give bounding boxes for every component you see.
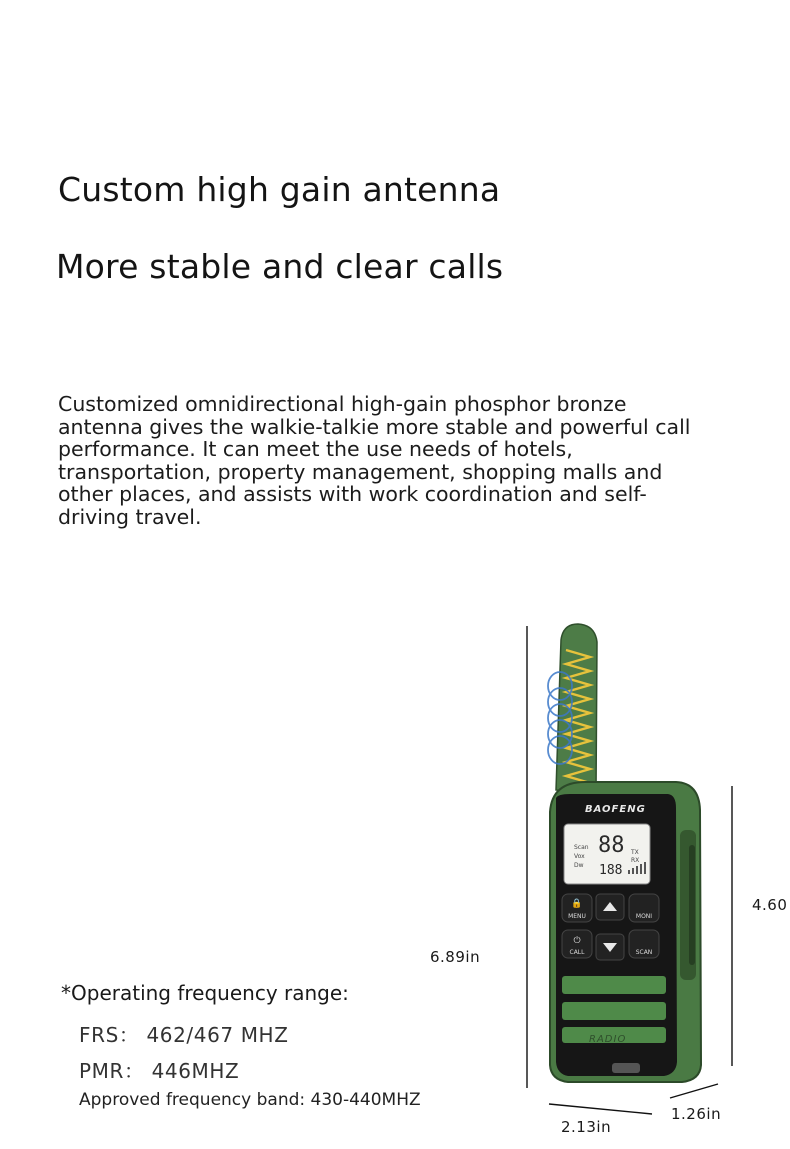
- lcd-tx: TX: [631, 849, 639, 856]
- lanyard-slot: [612, 1063, 640, 1073]
- width-label: 2.13in: [561, 1118, 612, 1136]
- brand-logo: BAOFENG: [585, 804, 646, 815]
- radio-label: RADIO: [589, 1034, 627, 1045]
- menu-label: MENU: [568, 913, 586, 920]
- headline-line-1: Custom high gain antenna: [58, 170, 501, 209]
- lcd-rx: RX: [631, 857, 640, 864]
- total-height-label: 6.89in: [430, 948, 481, 966]
- frequency-range-title: *Operating frequency range:: [61, 981, 349, 1005]
- headline-line-2: More stable and clear calls: [56, 247, 504, 286]
- lcd-vox: Vox: [574, 853, 585, 860]
- speaker-grille: [562, 976, 666, 1043]
- lcd-channel: 88: [598, 833, 625, 858]
- radio-body: [550, 782, 701, 1082]
- width-line: [549, 1104, 652, 1114]
- antenna: [556, 624, 597, 804]
- pmr-frequency: PMR： 446MHZ: [79, 1059, 240, 1083]
- depth-line: [670, 1084, 718, 1098]
- moni-label: MONI: [635, 913, 653, 920]
- lcd-scan: Scan: [574, 844, 589, 851]
- power-icon: ⏻: [573, 936, 581, 946]
- scan-label: SCAN: [635, 949, 653, 956]
- lock-icon: 🔒: [571, 899, 583, 909]
- frs-frequency: FRS： 462/467 MHZ: [79, 1023, 289, 1047]
- depth-label: 1.26in: [671, 1105, 722, 1123]
- lcd-display: [564, 824, 650, 884]
- approved-frequency-band: Approved frequency band: 430-440MHZ: [79, 1090, 421, 1110]
- lcd-dw: Dw: [574, 862, 584, 869]
- description-paragraph: Customized omnidirectional high-gain phosphor bronze antenna gives the walkie-talkie more stable and powerful call performance. It can meet the use needs of hotels, transportation, property management, shopping malls and other places, and assists with work coordination and self-driving travel.: [58, 392, 691, 529]
- body-height-label: 4.60: [752, 896, 788, 914]
- lcd-sub: 188: [599, 863, 623, 878]
- call-label: CALL: [569, 949, 585, 956]
